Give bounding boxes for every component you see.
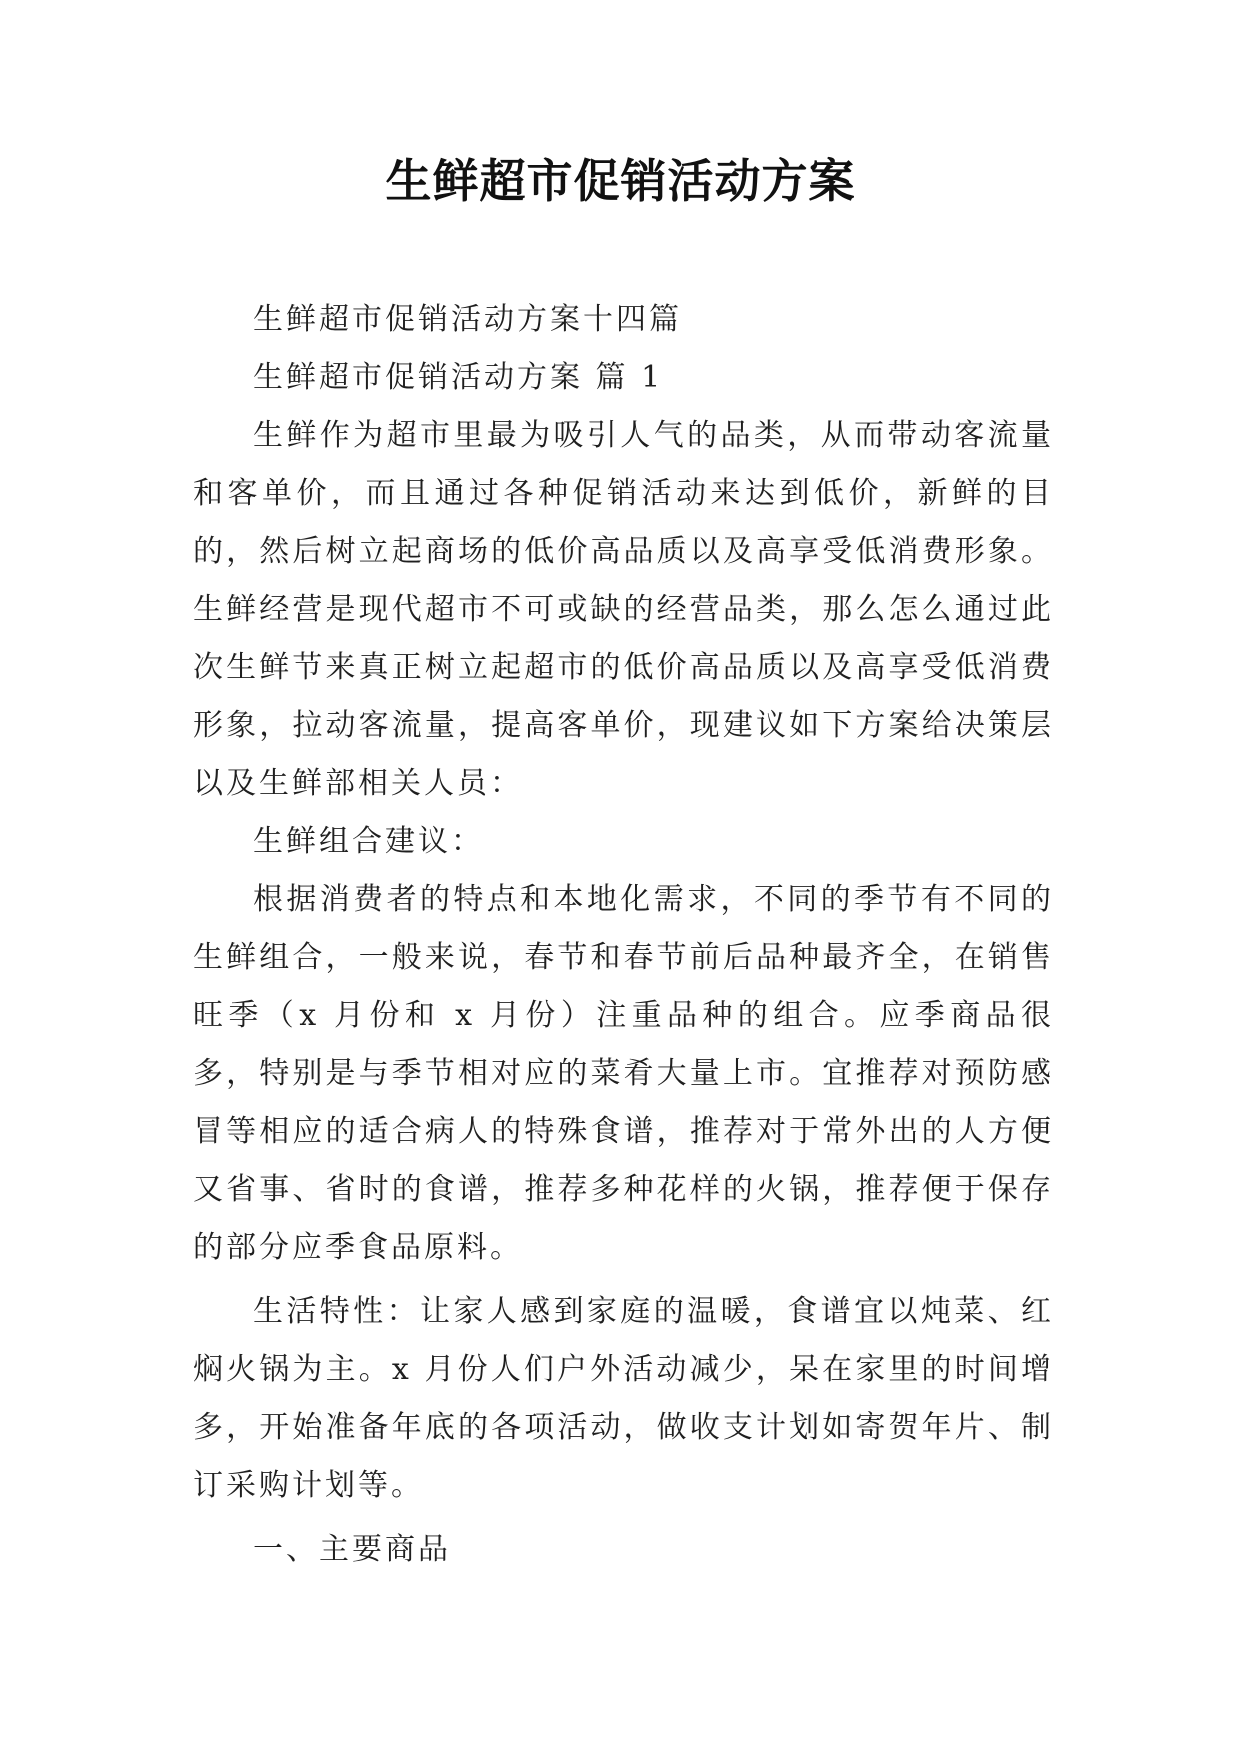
- paragraph-main-products-heading: 一、主要商品: [253, 1532, 451, 1567]
- paragraph-introduction: 生鲜作为超市里最为吸引人气的品类，从而带动客流量和客单价，而且通过各种促销活动来达到低价，新鲜的目的，然后树立起商场的低价高品质以及高享受低消费形象。生鲜经营是现代超市不可或缺的经营品类，那么怎么通过此次生鲜节来真正树立起超市的低价高品质以及高享受低消费形象，拉动客流量，提高客单价，现建议如下方案给决策层以及生鲜部相关人员：: [193, 418, 1054, 801]
- document-title: 生鲜超市促销活动方案: [385, 154, 856, 208]
- paragraph-combination-heading: 生鲜组合建议：: [253, 824, 484, 859]
- paragraph-lifestyle: 生活特性：让家人感到家庭的温暖，食谱宜以炖菜、红焖火锅为主。x 月份人们户外活动减少，呆在家里的时间增多，开始准备年底的各项活动，做收支计划如寄贺年片、制订采购计划等。: [193, 1294, 1054, 1503]
- paragraph-collection-title: 生鲜超市促销活动方案十四篇: [253, 302, 682, 337]
- paragraph-section-title: 生鲜超市促销活动方案 篇 1: [253, 360, 664, 395]
- paragraph-combination-details: 根据消费者的特点和本地化需求，不同的季节有不同的生鲜组合，一般来说，春节和春节前后品种最齐全，在销售旺季（x 月份和 x 月份）注重品种的组合。应季商品很多，特别是与季节相对应的菜肴大量上市。宜推荐对预防感冒等相应的适合病人的特殊食谱，推荐对于常外出的人方便又省事、省时的食谱，推荐多种花样的火锅，推荐便于保存的部分应季食品原料。: [193, 882, 1054, 1265]
- document-body: [193, 291, 1054, 1579]
